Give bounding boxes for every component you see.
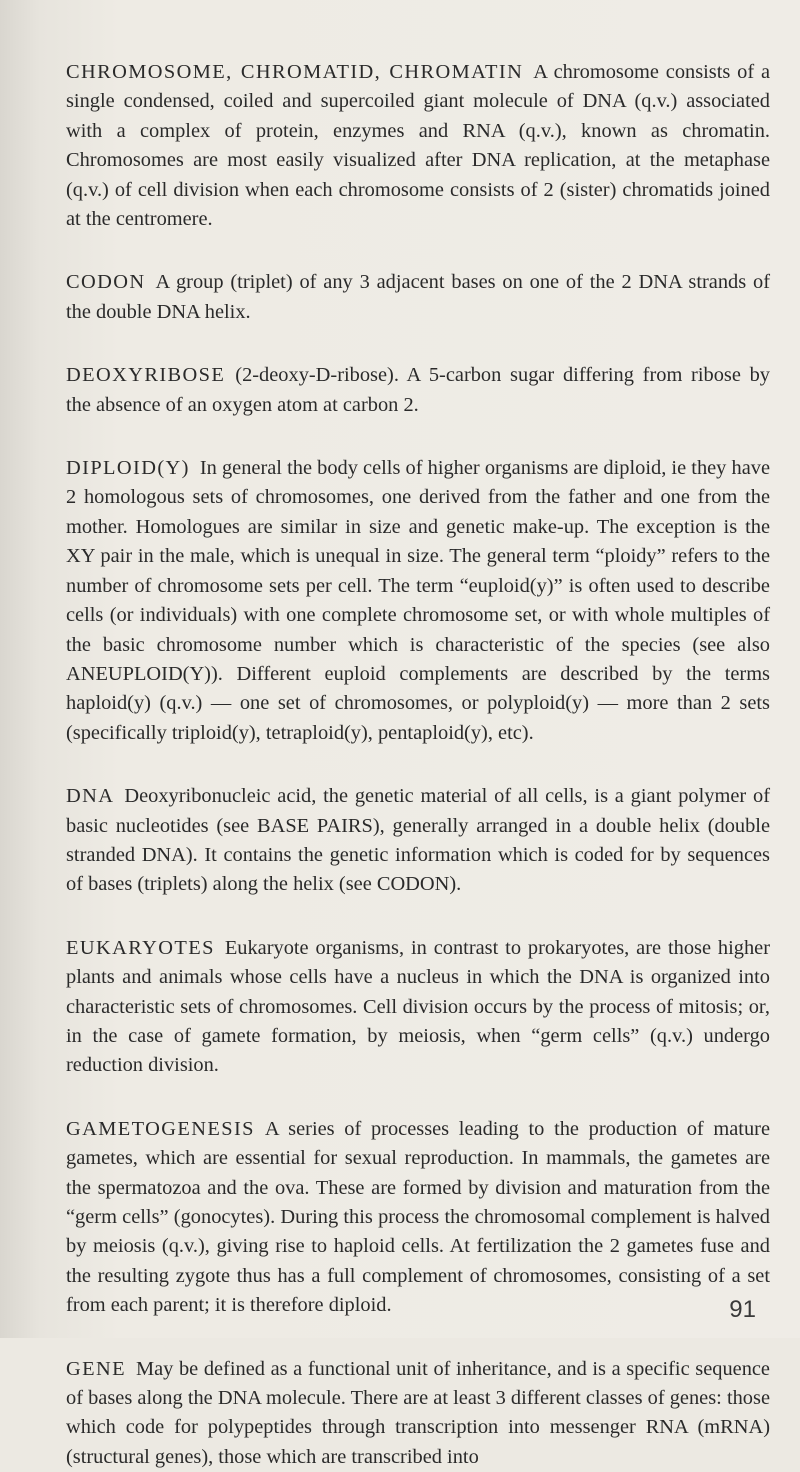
entry-definition: A chromosome consists of a single condensed, coiled and supercoiled giant molecule of DNA (q.v.) associated with a complex of protein, enzymes and RNA (q.v.), known as chromatin. Chromosomes are most easily visualized after DNA replication, at the metaphase (q.v.) of cell division when each chromosome consists of 2 (sister) chromatids joined at the centromere. [66,61,770,231]
entry-definition: A group (triplet) of any 3 adjacent bases on one of the 2 DNA strands of the double DNA helix. [66,271,770,323]
entry-definition: (2-deoxy-D-ribose). A 5-carbon sugar differing from ribose by the absence of an oxygen atom at carbon 2. [66,364,770,416]
entry-deoxyribose [66,361,770,420]
entry-eukaryotes [66,934,770,1081]
entry-definition: Deoxyribonucleic acid, the genetic material of all cells, is a giant polymer of basic nucleotides (see BASE PAIRS), generally arranged in a double helix (double stranded DNA). It contains the genetic information which is coded for by sequences of bases (triplets) along the helix (see CODON). [66,785,770,896]
entry-term: CHROMOSOME, CHROMATID, CHROMATIN [66,61,524,83]
entry-term: GAMETOGENESIS [66,1117,255,1140]
entry-diploidy [66,454,770,748]
entry-term: DEOXYRIBOSE [66,364,226,387]
entry-term: CODON [66,271,146,294]
entry-definition: In general the body cells of higher organisms are diploid, ie they have 2 homologous sets of chromosomes, one derived from the father and one from the mother. Homologues are similar in size and genetic make-up. The exception is the XY pair in the male, which is unequal in size. The general term “ploidy” refers to the number of chromosome sets per cell. The term “euploid(y)” is often used to describe cells (or individuals) with one complete chromosome set, or with whole multiples of the basic chromosome number which is characteristic of the species (see also ANEUPLOID(Y)). Different euploid complements are described by the terms haploid(y) (q.v.) — one set of chromosomes, or polyploid(y) — more than 2 sets (specifically triploid(y), tetraploid(y), pentaploid(y), etc). [66,457,770,744]
entry-chromosome [66,58,770,234]
entry-gene [66,1355,770,1472]
entry-definition: Eukaryote organisms, in contrast to prokaryotes, are those higher plants and animals whose cells have a nucleus in which the DNA is organized into characteristic sets of chromosomes. Cell division occurs by the process of mitosis; or, in the case of gamete formation, by meiosis, when “germ cells” (q.v.) undergo reduction division. [66,936,770,1077]
entry-codon [66,268,770,327]
entry-definition: A series of processes leading to the production of mature gametes, which are essential for sexual reproduction. In mammals, the gametes are the spermatozoa and the ova. These are formed by division and maturation from the “germ cells” (gonocytes). During this process the chromosomal complement is halved by meiosis (q.v.), giving rise to haploid cells. At fertilization the 2 gametes fuse and the resulting zygote thus has a full complement of chromosomes, consisting of a set from each parent; it is therefore diploid. [66,1117,770,1317]
entry-gametogenesis [66,1115,770,1321]
entry-term: EUKARYOTES [66,936,215,959]
entry-term: DNA [66,785,115,808]
entry-term: GENE [66,1357,126,1380]
entry-definition: May be defined as a functional unit of inheritance, and is a specific sequence of bases along the DNA molecule. There are at least 3 different classes of genes: those which code for polypeptides through transcription into messenger RNA (mRNA) (structural genes), those which are transcribed into [66,1357,770,1468]
entry-term: DIPLOID(Y) [66,457,190,480]
page-number: 91 [729,1296,756,1323]
entry-dna [66,782,770,900]
